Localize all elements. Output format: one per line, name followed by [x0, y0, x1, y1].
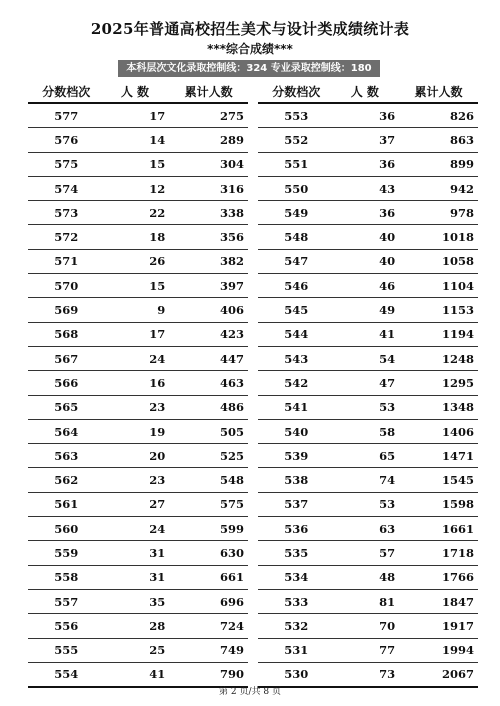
count-cell: 24 — [105, 346, 174, 370]
score-cell: 556 — [28, 614, 105, 638]
cumulative-cell: 423 — [173, 322, 248, 346]
table-row — [258, 249, 478, 273]
cumulative-cell: 1598 — [403, 492, 478, 516]
count-cell: 74 — [334, 468, 403, 492]
table-body-right — [258, 103, 478, 687]
count-cell: 35 — [105, 589, 174, 613]
score-cell: 560 — [28, 517, 105, 541]
column-header-count: 人 数 — [334, 80, 403, 103]
table-row — [28, 395, 248, 419]
cumulative-cell: 382 — [173, 249, 248, 273]
table-header-row — [28, 80, 248, 103]
table-row — [28, 176, 248, 200]
score-cell: 532 — [258, 614, 334, 638]
count-cell: 53 — [334, 395, 403, 419]
table-row — [28, 492, 248, 516]
count-cell: 12 — [105, 176, 174, 200]
cumulative-cell: 525 — [173, 444, 248, 468]
score-cell: 540 — [258, 419, 334, 443]
column-header-count: 人 数 — [105, 80, 174, 103]
cumulative-cell: 826 — [403, 103, 478, 128]
score-cell: 576 — [28, 128, 105, 152]
score-cell: 535 — [258, 541, 334, 565]
table-row — [28, 614, 248, 638]
table-row — [28, 103, 248, 128]
count-cell: 77 — [334, 638, 403, 662]
cumulative-cell: 1058 — [403, 249, 478, 273]
score-cell: 561 — [28, 492, 105, 516]
cumulative-cell: 463 — [173, 371, 248, 395]
count-cell: 20 — [105, 444, 174, 468]
score-cell: 570 — [28, 274, 105, 298]
score-cell: 544 — [258, 322, 334, 346]
table-row — [258, 589, 478, 613]
count-cell: 36 — [334, 103, 403, 128]
score-cell: 539 — [258, 444, 334, 468]
score-cell: 531 — [258, 638, 334, 662]
score-cell: 543 — [258, 346, 334, 370]
table-row — [258, 298, 478, 322]
cumulative-cell: 406 — [173, 298, 248, 322]
score-cell: 558 — [28, 565, 105, 589]
cumulative-cell: 505 — [173, 419, 248, 443]
table-row — [28, 249, 248, 273]
score-cell: 549 — [258, 201, 334, 225]
count-cell: 16 — [105, 371, 174, 395]
page-subtitle: ***综合成绩*** — [207, 42, 293, 56]
table-row — [258, 371, 478, 395]
table-row — [258, 517, 478, 541]
count-cell: 23 — [105, 395, 174, 419]
score-cell: 553 — [258, 103, 334, 128]
cumulative-cell: 790 — [173, 662, 248, 687]
table-row — [258, 225, 478, 249]
table-row — [28, 322, 248, 346]
score-cell: 551 — [258, 152, 334, 176]
column-header-score: 分数档次 — [28, 80, 105, 103]
count-cell: 15 — [105, 274, 174, 298]
cumulative-cell: 1194 — [403, 322, 478, 346]
cumulative-cell: 863 — [403, 128, 478, 152]
count-cell: 31 — [105, 541, 174, 565]
table-row — [258, 541, 478, 565]
count-cell: 37 — [334, 128, 403, 152]
count-cell: 49 — [334, 298, 403, 322]
cumulative-cell: 1406 — [403, 419, 478, 443]
table-row — [28, 444, 248, 468]
table-row — [28, 152, 248, 176]
page-title: 2025年普通高校招生美术与设计类成绩统计表 — [90, 20, 410, 38]
cumulative-cell: 599 — [173, 517, 248, 541]
table-row — [258, 103, 478, 128]
cumulative-cell: 304 — [173, 152, 248, 176]
cumulative-cell: 899 — [403, 152, 478, 176]
count-cell: 18 — [105, 225, 174, 249]
table-row — [258, 395, 478, 419]
score-cell: 563 — [28, 444, 105, 468]
count-cell: 65 — [334, 444, 403, 468]
table-row — [28, 517, 248, 541]
table-row — [258, 322, 478, 346]
score-cell: 533 — [258, 589, 334, 613]
score-cell: 552 — [258, 128, 334, 152]
score-cell: 566 — [28, 371, 105, 395]
table-row — [28, 541, 248, 565]
table-row — [258, 201, 478, 225]
table-row — [258, 346, 478, 370]
count-cell: 54 — [334, 346, 403, 370]
count-cell: 40 — [334, 225, 403, 249]
cumulative-cell: 1471 — [403, 444, 478, 468]
cumulative-cell: 1248 — [403, 346, 478, 370]
cumulative-cell: 316 — [173, 176, 248, 200]
count-cell: 24 — [105, 517, 174, 541]
count-cell: 73 — [334, 662, 403, 687]
table-row — [28, 565, 248, 589]
score-cell: 565 — [28, 395, 105, 419]
count-cell: 23 — [105, 468, 174, 492]
count-cell: 31 — [105, 565, 174, 589]
cumulative-cell: 1661 — [403, 517, 478, 541]
count-cell: 36 — [334, 152, 403, 176]
score-cell: 550 — [258, 176, 334, 200]
score-cell: 562 — [28, 468, 105, 492]
score-cell: 571 — [28, 249, 105, 273]
table-row — [258, 492, 478, 516]
score-cell: 547 — [258, 249, 334, 273]
cumulative-cell: 548 — [173, 468, 248, 492]
count-cell: 27 — [105, 492, 174, 516]
cumulative-cell: 1766 — [403, 565, 478, 589]
table-row — [258, 176, 478, 200]
cumulative-cell: 2067 — [403, 662, 478, 687]
table-row — [28, 589, 248, 613]
control-line-banner: 本科层次文化录取控制线：324 专业录取控制线：180 — [118, 60, 380, 77]
cumulative-cell: 1994 — [403, 638, 478, 662]
cumulative-cell: 696 — [173, 589, 248, 613]
cumulative-cell: 338 — [173, 201, 248, 225]
cumulative-cell: 630 — [173, 541, 248, 565]
cumulative-cell: 978 — [403, 201, 478, 225]
column-header-cumulative: 累计人数 — [403, 80, 478, 103]
table-row — [28, 346, 248, 370]
table-row — [28, 419, 248, 443]
cumulative-cell: 397 — [173, 274, 248, 298]
score-cell: 546 — [258, 274, 334, 298]
table-row — [28, 201, 248, 225]
table-header-row — [258, 80, 478, 103]
score-cell: 572 — [28, 225, 105, 249]
count-cell: 28 — [105, 614, 174, 638]
score-cell: 548 — [258, 225, 334, 249]
table-row — [258, 444, 478, 468]
count-cell: 43 — [334, 176, 403, 200]
count-cell: 19 — [105, 419, 174, 443]
count-cell: 70 — [334, 614, 403, 638]
cumulative-cell: 724 — [173, 614, 248, 638]
cumulative-cell: 1847 — [403, 589, 478, 613]
table-row — [258, 614, 478, 638]
count-cell: 41 — [105, 662, 174, 687]
table-row — [258, 419, 478, 443]
count-cell: 9 — [105, 298, 174, 322]
score-cell: 542 — [258, 371, 334, 395]
column-header-score: 分数档次 — [258, 80, 334, 103]
cumulative-cell: 749 — [173, 638, 248, 662]
count-cell: 17 — [105, 103, 174, 128]
count-cell: 48 — [334, 565, 403, 589]
score-cell: 541 — [258, 395, 334, 419]
table-row — [258, 565, 478, 589]
count-cell: 53 — [334, 492, 403, 516]
table-row — [258, 152, 478, 176]
count-cell: 58 — [334, 419, 403, 443]
score-cell: 537 — [258, 492, 334, 516]
cumulative-cell: 1348 — [403, 395, 478, 419]
cumulative-cell: 1295 — [403, 371, 478, 395]
cumulative-cell: 1153 — [403, 298, 478, 322]
count-cell: 15 — [105, 152, 174, 176]
score-cell: 573 — [28, 201, 105, 225]
count-cell: 57 — [334, 541, 403, 565]
cumulative-cell: 1917 — [403, 614, 478, 638]
score-table-left — [28, 80, 248, 688]
table-row — [258, 128, 478, 152]
table-row — [258, 468, 478, 492]
table-row — [28, 128, 248, 152]
cumulative-cell: 1018 — [403, 225, 478, 249]
cumulative-cell: 1545 — [403, 468, 478, 492]
count-cell: 63 — [334, 517, 403, 541]
cumulative-cell: 486 — [173, 395, 248, 419]
score-cell: 575 — [28, 152, 105, 176]
table-body-left — [28, 103, 248, 687]
score-cell: 530 — [258, 662, 334, 687]
count-cell: 25 — [105, 638, 174, 662]
table-row — [258, 274, 478, 298]
count-cell: 40 — [334, 249, 403, 273]
score-table-right — [258, 80, 478, 688]
score-cell: 559 — [28, 541, 105, 565]
table-row — [28, 638, 248, 662]
count-cell: 41 — [334, 322, 403, 346]
count-cell: 26 — [105, 249, 174, 273]
count-cell: 17 — [105, 322, 174, 346]
score-cell: 536 — [258, 517, 334, 541]
table-row — [28, 468, 248, 492]
table-row — [28, 274, 248, 298]
page-number: 第 2 页/共 8 页 — [219, 687, 281, 697]
cumulative-cell: 356 — [173, 225, 248, 249]
cumulative-cell: 447 — [173, 346, 248, 370]
score-cell: 554 — [28, 662, 105, 687]
column-header-cumulative: 累计人数 — [173, 80, 248, 103]
score-cell: 538 — [258, 468, 334, 492]
score-cell: 569 — [28, 298, 105, 322]
cumulative-cell: 661 — [173, 565, 248, 589]
table-row — [28, 298, 248, 322]
score-cell: 577 — [28, 103, 105, 128]
count-cell: 22 — [105, 201, 174, 225]
score-cell: 574 — [28, 176, 105, 200]
count-cell: 14 — [105, 128, 174, 152]
cumulative-cell: 1104 — [403, 274, 478, 298]
cumulative-cell: 575 — [173, 492, 248, 516]
count-cell: 47 — [334, 371, 403, 395]
score-cell: 534 — [258, 565, 334, 589]
count-cell: 81 — [334, 589, 403, 613]
cumulative-cell: 1718 — [403, 541, 478, 565]
score-cell: 567 — [28, 346, 105, 370]
score-cell: 557 — [28, 589, 105, 613]
table-row — [258, 638, 478, 662]
score-cell: 555 — [28, 638, 105, 662]
cumulative-cell: 942 — [403, 176, 478, 200]
cumulative-cell: 289 — [173, 128, 248, 152]
score-cell: 545 — [258, 298, 334, 322]
table-row — [28, 371, 248, 395]
cumulative-cell: 275 — [173, 103, 248, 128]
count-cell: 36 — [334, 201, 403, 225]
count-cell: 46 — [334, 274, 403, 298]
score-cell: 564 — [28, 419, 105, 443]
score-cell: 568 — [28, 322, 105, 346]
table-row — [28, 225, 248, 249]
